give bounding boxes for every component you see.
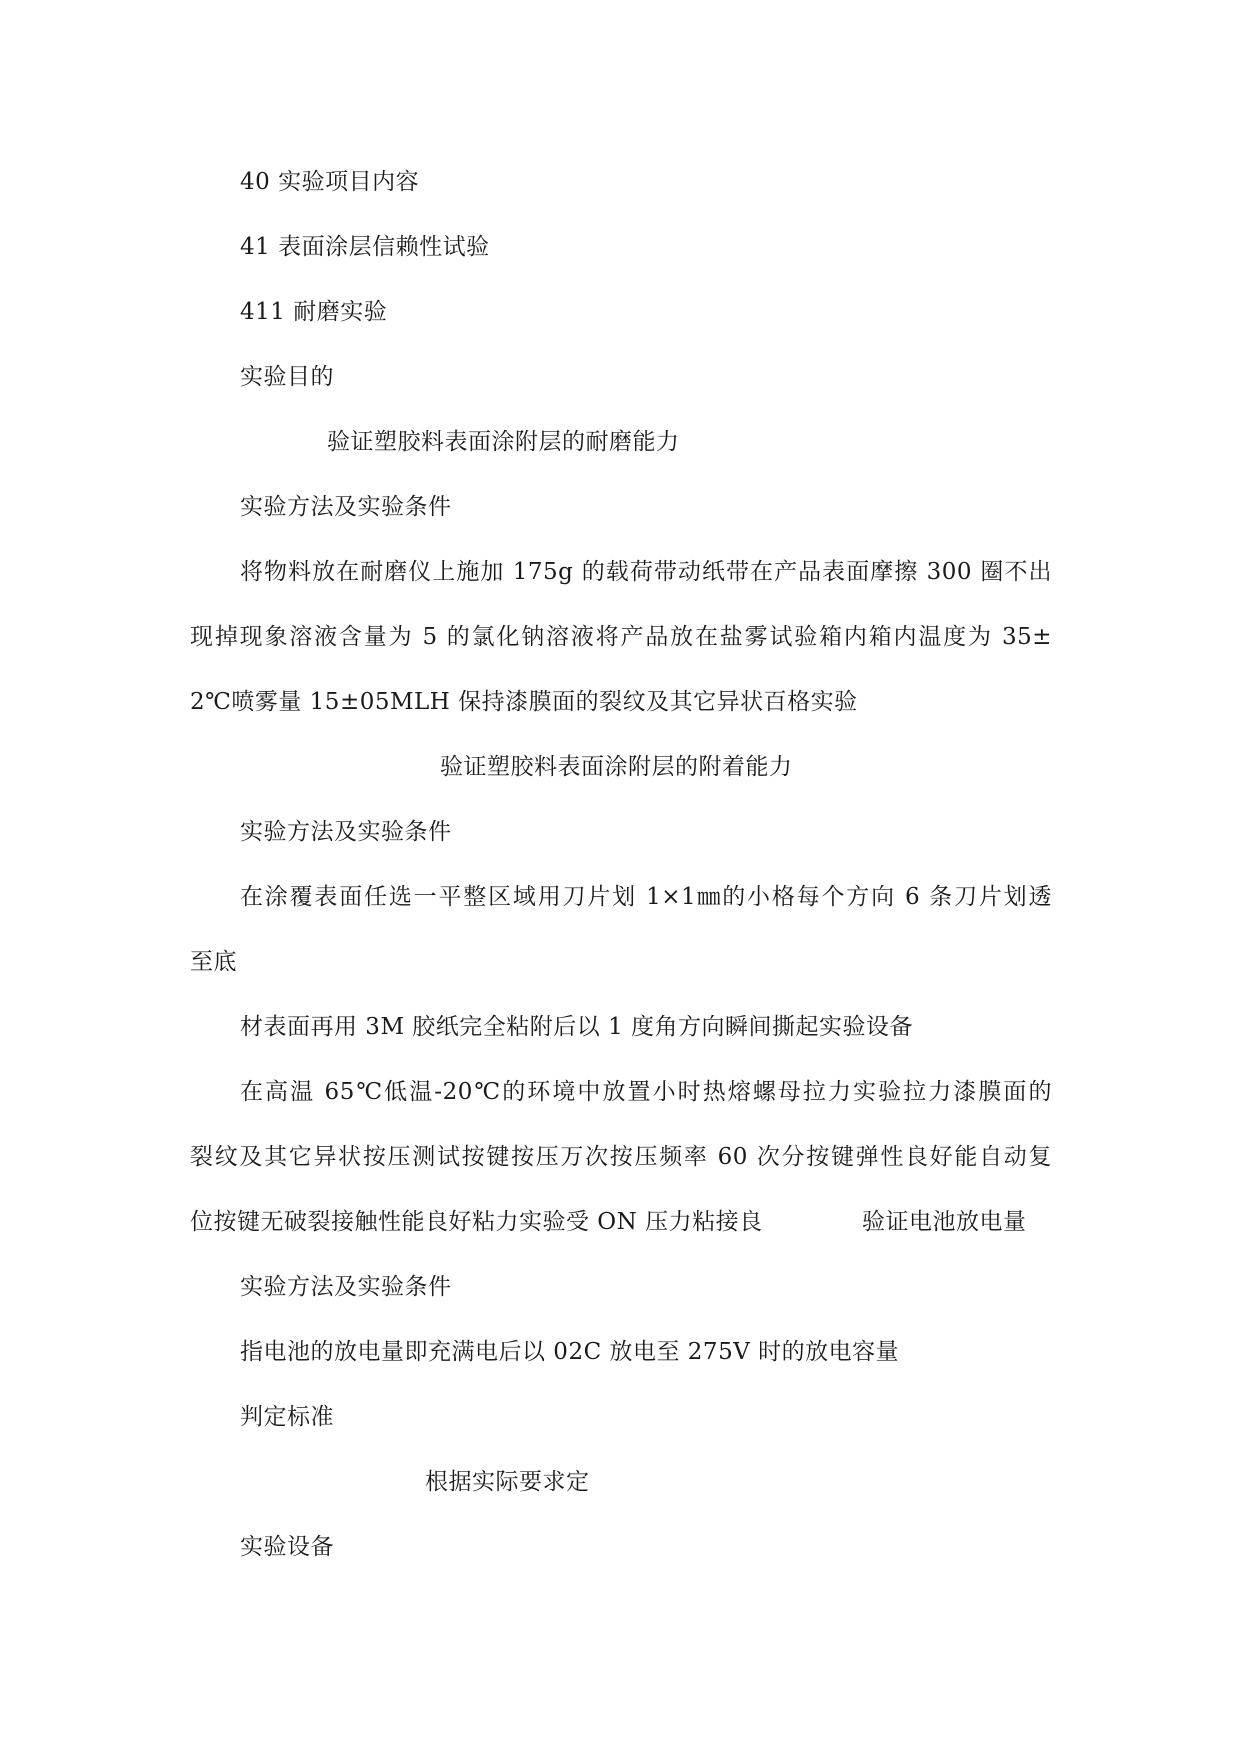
paragraph-line: 在高温 65℃低温-20℃的环境中放置小时热熔螺母拉力实验拉力漆膜面的 [240, 1079, 1052, 1105]
subheading-method: 实验方法及实验条件 [240, 494, 452, 520]
paragraph-line: 材表面再用 3M 胶纸完全粘附后以 1 度角方向瞬间撕起实验设备 [240, 1014, 914, 1040]
section-heading-41: 41 表面涂层信赖性试验 [240, 234, 490, 260]
section-heading-40: 40 实验项目内容 [240, 169, 420, 195]
purpose-text: 验证电池放电量 [862, 1209, 1027, 1235]
subheading-equipment: 实验设备 [240, 1534, 334, 1560]
paragraph-line: 将物料放在耐磨仪上施加 175g 的载荷带动纸带在产品表面摩擦 300 圈不出 [240, 559, 1052, 585]
paragraph-line: 2℃喷雾量 15±05MLH 保持漆膜面的裂纹及其它异状百格实验 [190, 689, 858, 715]
subheading-method: 实验方法及实验条件 [240, 1274, 452, 1300]
criteria-text: 根据实际要求定 [425, 1469, 590, 1495]
paragraph-line: 指电池的放电量即充满电后以 02C 放电至 275V 时的放电容量 [240, 1339, 900, 1365]
subheading-purpose: 实验目的 [240, 364, 334, 390]
paragraph-line: 现掉现象溶液含量为 5 的氯化钠溶液将产品放在盐雾试验箱内箱内温度为 35± [190, 624, 1052, 650]
purpose-text: 验证塑胶料表面涂附层的附着能力 [440, 754, 793, 780]
subheading-method: 实验方法及实验条件 [240, 819, 452, 845]
paragraph-line: 至底 [190, 949, 237, 975]
paragraph-line: 在涂覆表面任选一平整区域用刀片划 1×1㎜的小格每个方向 6 条刀片划透 [240, 884, 1052, 910]
paragraph-line: 裂纹及其它异状按压测试按键按压万次按压频率 60 次分按键弹性良好能自动复 [190, 1144, 1052, 1170]
section-heading-411: 411 耐磨实验 [240, 299, 388, 325]
paragraph-line: 位按键无破裂接触性能良好粘力实验受 ON 压力粘接良 [190, 1209, 763, 1235]
subheading-criteria: 判定标准 [240, 1404, 334, 1430]
purpose-text: 验证塑胶料表面涂附层的耐磨能力 [327, 429, 680, 455]
